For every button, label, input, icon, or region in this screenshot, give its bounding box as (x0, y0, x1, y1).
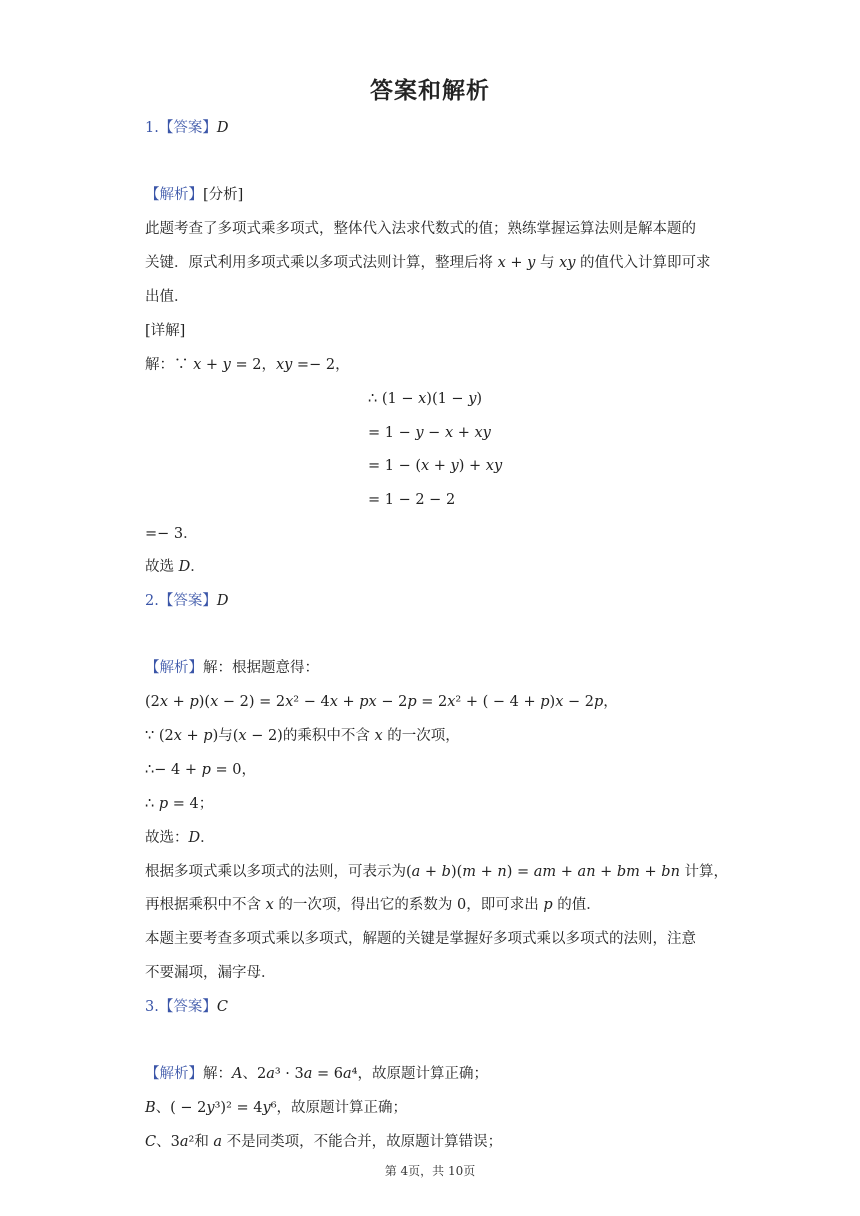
text-span: D (216, 120, 229, 136)
text-span: ∴ (145, 796, 159, 812)
text-span: − 2) = 2 (218, 694, 286, 710)
text-span: 根据多项式乘以多项式的法则，可表示为( (145, 864, 412, 880)
text-span: ． (190, 559, 205, 575)
section-label: 2.【答案】 (145, 593, 217, 609)
text-line (145, 963, 276, 983)
text-span: p (201, 762, 211, 778)
text-span: a + b (411, 864, 451, 880)
text-span: =− 2， (292, 357, 350, 373)
text-span: = 0， (210, 762, 256, 778)
text-span: )(1 − (426, 391, 469, 407)
text-line (145, 658, 319, 678)
text-span: 再根据乘积中不含 (145, 897, 266, 913)
text-span: 不是同类项，不能合并，故原题计算错误； (222, 1134, 503, 1150)
text-span: ² + ( − 4 + (455, 694, 541, 710)
text-line (145, 726, 460, 746)
text-span: 故选 (145, 559, 179, 575)
text-span: am + an + bm + bn (533, 864, 680, 880)
text-span: ， (603, 694, 618, 710)
text-span: y (468, 391, 477, 407)
text-span: − 2)的乘积中不含 (246, 728, 375, 744)
text-span: )与( (212, 728, 239, 744)
text-span: x (285, 694, 294, 710)
text-span: 出值． (145, 289, 189, 305)
text-span: xy (275, 357, 293, 373)
text-span: ³ · 3 (274, 1066, 304, 1082)
text-span: )( (198, 694, 211, 710)
text-line (145, 591, 228, 611)
text-span: 的值代入计算即可求 (575, 255, 711, 271)
text-span: 与 (535, 255, 560, 271)
text-span: a (266, 1066, 275, 1082)
text-span: p (407, 694, 417, 710)
section-label: 【解析】 (145, 187, 203, 203)
text-span: a (303, 1066, 313, 1082)
text-span: m + n (462, 864, 507, 880)
text-span: 、( − 2 (155, 1100, 207, 1116)
text-span: 的一次项， (382, 728, 460, 744)
section-label: 1.【答案】 (145, 120, 217, 136)
text-line (368, 490, 455, 510)
text-span: y (206, 1100, 215, 1116)
text-span: = 2 (416, 694, 448, 710)
text-line (145, 557, 205, 577)
text-span: D (188, 830, 201, 846)
text-span: + (453, 425, 475, 441)
text-span: y (262, 1100, 271, 1116)
text-span: + (337, 694, 360, 710)
text-span: x + y (193, 357, 231, 373)
text-span: x (265, 897, 274, 913)
text-line (145, 118, 228, 138)
text-span: = 2， (230, 357, 276, 373)
text-span: 计算， (679, 864, 729, 880)
text-line (145, 895, 601, 915)
text-span: p (540, 694, 550, 710)
text-span: p (203, 728, 213, 744)
text-span: =− 3． (145, 526, 198, 542)
text-line (145, 253, 711, 273)
text-span: − 2 (563, 694, 594, 710)
text-line (145, 287, 189, 307)
text-span: ²和 (188, 1134, 214, 1150)
text-span: [分析] (203, 187, 244, 203)
text-span: xy (485, 458, 503, 474)
text-span: 故选： (145, 830, 189, 846)
text-line (145, 1098, 407, 1118)
text-span: p (189, 694, 199, 710)
text-span: D (178, 559, 191, 575)
text-line (145, 1132, 502, 1152)
text-span: y (415, 425, 424, 441)
text-span: = 1 − 2 − 2 (368, 492, 456, 508)
text-span: 解： (203, 1066, 232, 1082)
text-span: x (238, 728, 247, 744)
text-line (145, 355, 350, 375)
text-span: x (374, 728, 383, 744)
text-span: = 6 (312, 1066, 343, 1082)
text-span: 的一次项，得出它的系数为 0，即可求出 (273, 897, 544, 913)
text-span: (2 (145, 694, 160, 710)
text-span: 不要漏项，漏字母． (145, 965, 276, 981)
text-span: ∵ (2 (145, 728, 174, 744)
text-line (368, 423, 491, 443)
text-span: 解：根据题意得： (203, 660, 319, 676)
text-span: − 2 (376, 694, 408, 710)
text-span: ) + (458, 458, 486, 474)
text-span: xy (559, 255, 576, 271)
text-span: p (543, 897, 553, 913)
text-line (145, 185, 243, 205)
text-span: = 4； (168, 796, 214, 812)
text-line (145, 1064, 488, 1084)
text-span: px (359, 694, 377, 710)
section-label: 3.【答案】 (145, 999, 217, 1015)
section-label: 【解析】 (145, 660, 203, 676)
text-span: ) (476, 391, 483, 407)
text-span: C (145, 1134, 157, 1150)
page-footer: 第 4页，共 10页 (384, 1164, 476, 1178)
text-span: x (173, 728, 182, 744)
text-span: x (444, 425, 454, 441)
text-span: x (418, 391, 427, 407)
text-span: = 1 − (368, 425, 416, 441)
text-span: ⁴，故原题计算正确； (351, 1066, 488, 1082)
text-line (145, 321, 185, 341)
text-span: x (159, 694, 169, 710)
text-span: )( (450, 864, 463, 880)
text-span: p (158, 796, 169, 812)
text-line (368, 389, 482, 409)
text-span: ) = (506, 864, 534, 880)
text-line (145, 997, 228, 1017)
text-span: x + y (497, 255, 536, 271)
text-span: C (216, 999, 228, 1015)
text-span: D (216, 593, 229, 609)
page-title: 答案和解析 (370, 78, 490, 104)
text-line (145, 828, 215, 848)
text-span: x + y (421, 458, 459, 474)
text-span: + (168, 694, 190, 710)
text-span: x (329, 694, 338, 710)
text-line (145, 862, 728, 882)
text-line (368, 456, 502, 476)
text-span: 解：∵ (145, 357, 194, 373)
text-line (145, 929, 696, 949)
text-line (145, 794, 213, 814)
text-span: xy (474, 425, 491, 441)
text-span: [详解] (145, 323, 186, 339)
text-span: + (181, 728, 204, 744)
text-span: p (593, 694, 604, 710)
text-span: a (343, 1066, 352, 1082)
text-span: x (210, 694, 219, 710)
text-span: ∴ (1 − (368, 391, 419, 407)
text-span: = 1 − ( (368, 458, 422, 474)
text-span: ) (549, 694, 556, 710)
text-line (145, 524, 198, 544)
text-span: ³)² = 4 (214, 1100, 263, 1116)
section-label: 【解析】 (145, 1066, 203, 1082)
text-span: 的值． (552, 897, 601, 913)
text-span: B (145, 1100, 156, 1116)
text-span: 本题主要考查多项式乘以多项式，解题的关键是掌握好多项式乘以多项式的法则，注意 (145, 931, 696, 947)
text-line (145, 219, 696, 239)
text-span: 关键．原式利用多项式乘以多项式法则计算，整理后将 (145, 255, 498, 271)
text-span: a (213, 1134, 223, 1150)
text-span: a (179, 1134, 189, 1150)
text-span: 、2 (242, 1066, 267, 1082)
text-span: ． (200, 830, 215, 846)
text-span: − (423, 425, 445, 441)
text-span: A (232, 1066, 243, 1082)
text-span: ⁶，故原题计算正确； (270, 1100, 408, 1116)
text-span: x (555, 694, 564, 710)
text-span: x (447, 694, 456, 710)
text-span: 、3 (156, 1134, 180, 1150)
text-span: 此题考查了多项式乘多项式，整体代入法求代数式的值；熟练掌握运算法则是解本题的 (145, 221, 696, 237)
text-span: ∴− 4 + (145, 762, 202, 778)
text-line (145, 692, 618, 712)
text-span: ² − 4 (293, 694, 330, 710)
text-line (145, 760, 256, 780)
